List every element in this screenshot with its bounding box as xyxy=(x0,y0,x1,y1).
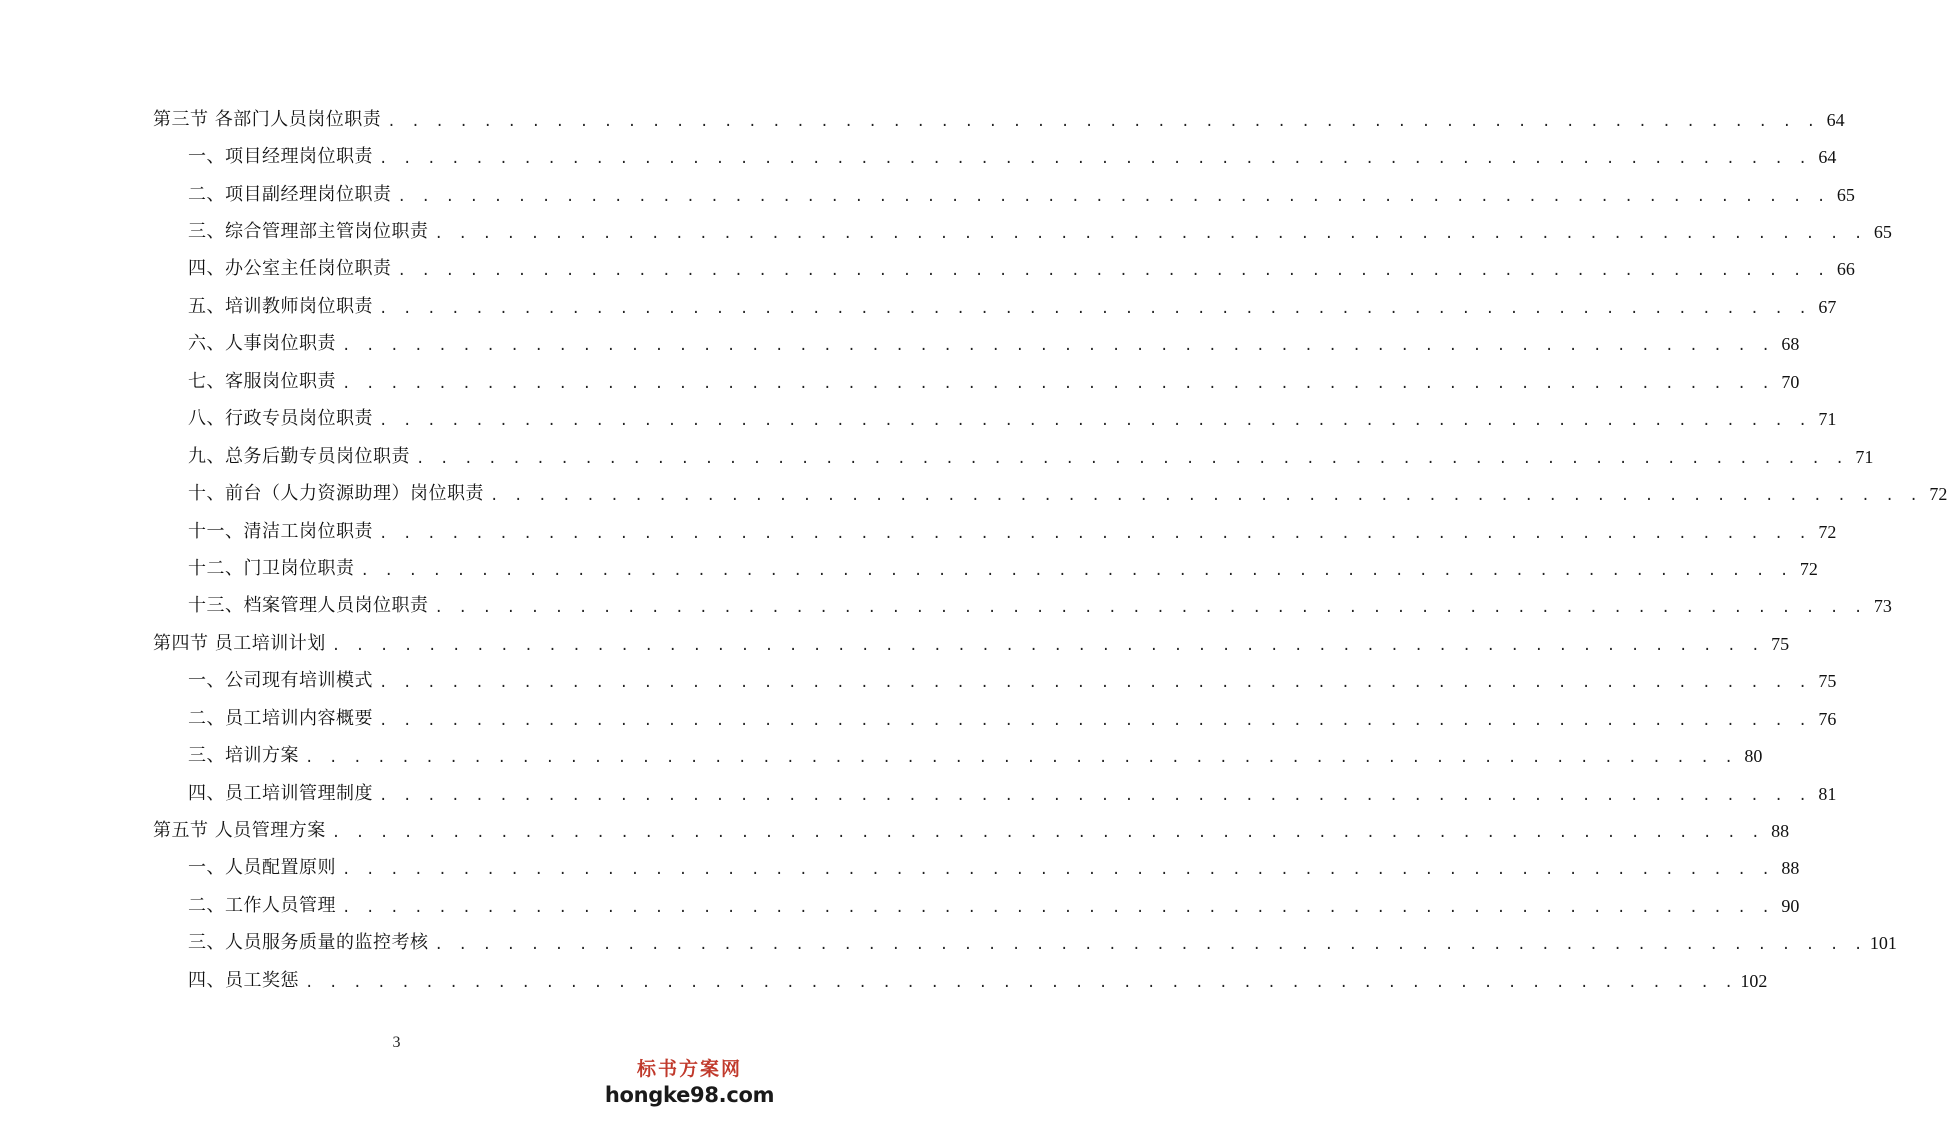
toc-entry-title: 三、人员服务质量的监控考核 xyxy=(188,932,429,954)
toc-entry-page: 71 xyxy=(1818,409,1837,430)
toc-dot-leader: . . . . . . . . . . . . . . . . . . . . . . . . . . . . . . . . . . . . . . . . . . . . . . . . . . . . . . . . . . . . xyxy=(434,937,1866,954)
watermark-brand: 标书方案网 xyxy=(636,1058,742,1080)
toc-entry-page: 72 xyxy=(1799,558,1818,579)
toc-dot-leader: . . . . . . . . . . . . . . . . . . . . . . . . . . . . . . . . . . . . . . . . . . . . . . . . . . . . . . . . . . . . xyxy=(360,562,1792,579)
toc-entry-title: 九、总务后勤专员岗位职责 xyxy=(188,445,410,467)
toc-item-row[interactable] xyxy=(0,775,1837,812)
toc-item-row[interactable] xyxy=(0,438,1874,475)
toc-item-row[interactable] xyxy=(0,251,1855,288)
toc-entry xyxy=(188,445,1874,468)
toc-item-row[interactable] xyxy=(0,363,1800,400)
watermark-logo xyxy=(602,1056,777,1116)
toc-entry-title: 一、人员配置原则 xyxy=(188,857,336,879)
toc-entry-title: 第四节 员工培训计划 xyxy=(153,632,326,654)
toc-item-row[interactable] xyxy=(0,513,1837,550)
toc-entry-title: 第三节 各部门人员岗位职责 xyxy=(153,108,382,130)
toc-dot-leader: . . . . . . . . . . . . . . . . . . . . . . . . . . . . . . . . . . . . . . . . . . . . . . . . . . . . . . . . . . . . xyxy=(331,637,1764,654)
toc-section-row[interactable] xyxy=(0,812,1790,849)
toc-entry-page: 88 xyxy=(1771,821,1790,842)
toc-entry-page: 70 xyxy=(1781,371,1800,392)
toc-entry xyxy=(188,258,1855,280)
toc-dot-leader: . . . . . . . . . . . . . . . . . . . . . . . . . . . . . . . . . . . . . . . . . . . . . . . . . . . . . . . . . . . . xyxy=(379,525,1811,542)
toc-entry-title: 十三、档案管理人员岗位职责 xyxy=(188,595,429,617)
toc-entry xyxy=(188,745,1763,767)
toc-item-row[interactable] xyxy=(0,663,1837,700)
toc-dot-leader: . . . . . . . . . . . . . . . . . . . . . . . . . . . . . . . . . . . . . . . . . . . . . . . . . . . . . . . . . . . . xyxy=(379,413,1811,430)
toc-entry-page: 102 xyxy=(1740,970,1768,991)
toc-entry xyxy=(188,408,1837,430)
toc-dot-leader: . . . . . . . . . . . . . . . . . . . . . . . . . . . . . . . . . . . . . . . . . . . . . . . . . . . . . . . . . . . . xyxy=(490,488,1922,505)
toc-entry-page: 101 xyxy=(1869,933,1897,954)
toc-entry-title: 十、前台（人力资源助理）岗位职责 xyxy=(188,483,484,505)
toc-dot-leader: . . . . . . . . . . . . . . . . . . . . . . . . . . . . . . . . . . . . . . . . . . . . . . . . . . . . . . . . . . . . xyxy=(305,974,1737,991)
toc-entry-page: 81 xyxy=(1818,783,1837,804)
toc-entry xyxy=(153,820,1790,842)
toc-entry-page: 88 xyxy=(1781,858,1800,879)
toc-dot-leader: . . . . . . . . . . . . . . . . . . . . . . . . . . . . . . . . . . . . . . . . . . . . . . . . . . . . . . . . . . . . xyxy=(379,151,1811,168)
toc-entry xyxy=(188,782,1837,805)
toc-dot-leader: . . . . . . . . . . . . . . . . . . . . . . . . . . . . . . . . . . . . . . . . . . . . . . . . . . . . . . . . . . . . xyxy=(434,600,1866,617)
toc-item-row[interactable] xyxy=(0,401,1837,438)
table-of-contents xyxy=(0,101,1947,1000)
toc-dot-leader: . . . . . . . . . . . . . . . . . . . . . . . . . . . . . . . . . . . . . . . . . . . . . . . . . . . . . . . . . . . . xyxy=(397,188,1829,205)
toc-entry-title: 十一、清洁工岗位职责 xyxy=(188,520,373,542)
toc-dot-leader: . . . . . . . . . . . . . . . . . . . . . . . . . . . . . . . . . . . . . . . . . . . . . . . . . . . . . . . . . . . . xyxy=(331,825,1764,842)
toc-dot-leader: . . . . . . . . . . . . . . . . . . . . . . . . . . . . . . . . . . . . . . . . . . . . . . . . . . . . . . . . . . . . xyxy=(342,375,1774,392)
toc-item-row[interactable] xyxy=(0,288,1837,325)
toc-dot-leader: . . . . . . . . . . . . . . . . . . . . . . . . . . . . . . . . . . . . . . . . . . . . . . . . . . . . . . . . . . . . xyxy=(379,787,1811,804)
toc-item-row[interactable] xyxy=(0,962,1768,999)
toc-entry-title: 四、办公室主任岗位职责 xyxy=(188,258,392,280)
toc-entry-title: 八、行政专员岗位职责 xyxy=(188,408,373,430)
toc-entry xyxy=(188,221,1892,243)
toc-entry-title: 四、员工培训管理制度 xyxy=(188,782,373,804)
toc-entry-title: 七、客服岗位职责 xyxy=(188,370,336,392)
toc-dot-leader: . . . . . . . . . . . . . . . . . . . . . . . . . . . . . . . . . . . . . . . . . . . . . . . . . . . . . . . . . . . . xyxy=(342,338,1774,355)
toc-item-row[interactable] xyxy=(0,326,1800,363)
toc-entry-title: 二、员工培训内容概要 xyxy=(188,707,373,729)
toc-entry xyxy=(188,932,1897,954)
toc-entry-title: 十二、门卫岗位职责 xyxy=(188,557,355,579)
toc-entry-title: 六、人事岗位职责 xyxy=(188,333,336,355)
toc-entry-page: 72 xyxy=(1929,484,1947,505)
toc-entry-page: 65 xyxy=(1873,222,1892,243)
toc-entry-page: 76 xyxy=(1818,708,1837,729)
toc-entry-page: 80 xyxy=(1744,746,1763,767)
toc-entry xyxy=(188,857,1800,879)
toc-entry xyxy=(188,520,1837,543)
toc-item-row[interactable] xyxy=(0,138,1837,175)
toc-entry-page: 73 xyxy=(1873,596,1892,617)
toc-dot-leader: . . . . . . . . . . . . . . . . . . . . . . . . . . . . . . . . . . . . . . . . . . . . . . . . . . . . . . . . . . . . xyxy=(379,675,1811,692)
toc-item-row[interactable] xyxy=(0,887,1800,924)
toc-dot-leader: . . . . . . . . . . . . . . . . . . . . . . . . . . . . . . . . . . . . . . . . . . . . . . . . . . . . . . . . . . . . xyxy=(342,862,1774,879)
toc-entry-page: 67 xyxy=(1818,296,1837,317)
toc-entry-page: 65 xyxy=(1836,184,1855,205)
toc-item-row[interactable] xyxy=(0,700,1837,737)
toc-item-row[interactable] xyxy=(0,550,1818,587)
toc-entry xyxy=(153,632,1790,655)
toc-entry xyxy=(188,670,1837,692)
toc-entry-page: 72 xyxy=(1818,521,1837,542)
toc-entry-title: 第五节 人员管理方案 xyxy=(153,820,326,842)
toc-dot-leader: . . . . . . . . . . . . . . . . . . . . . . . . . . . . . . . . . . . . . . . . . . . . . . . . . . . . . . . . . . . . xyxy=(434,226,1866,243)
toc-entry xyxy=(188,969,1768,992)
page-number: 3 xyxy=(392,1034,401,1051)
toc-entry-page: 90 xyxy=(1781,895,1800,916)
toc-entry-page: 64 xyxy=(1818,147,1837,168)
toc-entry xyxy=(188,707,1837,730)
toc-dot-leader: . . . . . . . . . . . . . . . . . . . . . . . . . . . . . . . . . . . . . . . . . . . . . . . . . . . . . . . . . . . . xyxy=(387,113,1819,130)
toc-entry-title: 一、项目经理岗位职责 xyxy=(188,146,373,168)
toc-entry-title: 一、公司现有培训模式 xyxy=(188,670,373,692)
toc-item-row[interactable] xyxy=(0,925,1897,962)
toc-entry-title: 二、工作人员管理 xyxy=(188,894,336,916)
toc-section-row[interactable] xyxy=(0,101,1845,138)
toc-item-row[interactable] xyxy=(0,737,1763,774)
toc-entry-page: 75 xyxy=(1818,671,1837,692)
toc-entry-title: 五、培训教师岗位职责 xyxy=(188,295,373,317)
toc-entry xyxy=(188,595,1892,617)
toc-entry xyxy=(188,483,1947,505)
toc-dot-leader: . . . . . . . . . . . . . . . . . . . . . . . . . . . . . . . . . . . . . . . . . . . . . . . . . . . . . . . . . . . . xyxy=(342,899,1774,916)
toc-entry xyxy=(188,894,1800,917)
toc-dot-leader: . . . . . . . . . . . . . . . . . . . . . . . . . . . . . . . . . . . . . . . . . . . . . . . . . . . . . . . . . . . . xyxy=(397,263,1829,280)
toc-item-row[interactable] xyxy=(0,588,1892,625)
toc-entry-title: 三、培训方案 xyxy=(188,745,299,767)
toc-entry-title: 四、员工奖惩 xyxy=(188,969,299,991)
watermark-url: hongke98.com xyxy=(604,1083,775,1107)
toc-entry-title: 三、综合管理部主管岗位职责 xyxy=(188,221,429,243)
toc-entry xyxy=(188,295,1837,318)
toc-entry-page: 75 xyxy=(1771,633,1790,654)
toc-item-row[interactable] xyxy=(0,176,1855,213)
toc-entry-page: 68 xyxy=(1781,334,1800,355)
toc-dot-leader: . . . . . . . . . . . . . . . . . . . . . . . . . . . . . . . . . . . . . . . . . . . . . . . . . . . . . . . . . . . . xyxy=(416,450,1848,467)
toc-entry xyxy=(188,183,1855,206)
toc-entry xyxy=(188,557,1818,580)
toc-entry-page: 71 xyxy=(1855,446,1874,467)
toc-dot-leader: . . . . . . . . . . . . . . . . . . . . . . . . . . . . . . . . . . . . . . . . . . . . . . . . . . . . . . . . . . . . xyxy=(379,300,1811,317)
toc-entry xyxy=(153,108,1845,131)
toc-entry xyxy=(188,146,1837,168)
toc-dot-leader: . . . . . . . . . . . . . . . . . . . . . . . . . . . . . . . . . . . . . . . . . . . . . . . . . . . . . . . . . . . . xyxy=(305,750,1737,767)
toc-dot-leader: . . . . . . . . . . . . . . . . . . . . . . . . . . . . . . . . . . . . . . . . . . . . . . . . . . . . . . . . . . . . xyxy=(379,712,1811,729)
toc-item-row[interactable] xyxy=(0,850,1800,887)
toc-section-row[interactable] xyxy=(0,625,1790,662)
toc-entry-page: 64 xyxy=(1826,109,1845,130)
toc-item-row[interactable] xyxy=(0,475,1947,512)
toc-entry xyxy=(188,370,1800,393)
toc-entry-page: 66 xyxy=(1836,259,1855,280)
toc-entry xyxy=(188,333,1800,355)
toc-entry-title: 二、项目副经理岗位职责 xyxy=(188,183,392,205)
toc-item-row[interactable] xyxy=(0,213,1892,250)
